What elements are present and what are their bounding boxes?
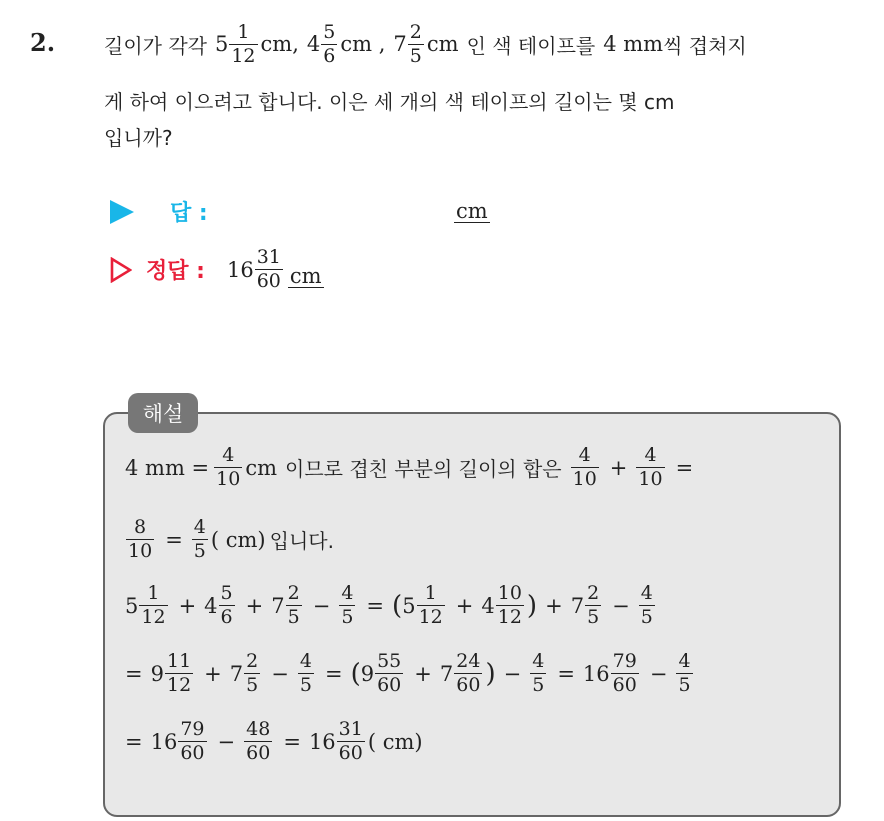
unit-cm-2: cm — [340, 32, 373, 56]
solution-badge: 해설 — [128, 393, 198, 433]
solution-line-1: 4 mm = $\frac{4}{10}$ cm 이므로 겹친 부분의 길이의 합은 $\frac{4}{10}$ + $\frac{4}{10}$ = — [125, 444, 694, 490]
problem-number: 2. — [30, 28, 56, 57]
solution-line-5: = 16 $\frac{79}{60}$ − $\frac{48}{60}$ = 16 $\frac{31}{60}$ ( cm) — [125, 718, 423, 764]
unit-cm-3: cm — [426, 32, 459, 56]
length-1: 5 $\frac{1}{12}$ — [214, 20, 256, 67]
solution-line-2: $\frac{8}{10}$ = $\frac{4}{5}$ ( cm) 입니다. — [128, 516, 334, 562]
length-3: 7 $\frac{2}{5}$ — [393, 20, 422, 67]
problem-text-2: 인 색 테이프를 — [466, 33, 596, 58]
length-2: 4 $\frac{5}{6}$ — [306, 20, 336, 67]
outline-triangle-icon — [110, 257, 132, 283]
answer-label: 답 : — [110, 196, 208, 227]
answer-unit-blank[interactable]: cm — [456, 199, 488, 223]
correct-label: 정답 : — [110, 254, 205, 285]
unit-cm-1: cm — [260, 32, 293, 56]
problem-line-3: 입니까? — [104, 126, 173, 150]
solution-line-3: 5 $\frac{1}{12}$ + 4 $\frac{5}{6}$ + 7 $\frac{2}{5}$ − $\frac{4}{5}$ = ( 5 $\frac{1}{12}$ + 4 $\frac{10}{12}$ ) + 7 $\frac{2}{5}$ − $\frac{4}{5}$ — [125, 582, 653, 628]
correct-value: 16 $\frac{31}{60}$ cm — [226, 246, 322, 292]
play-triangle-icon — [110, 200, 134, 224]
problem-line-1: 길이가 각각 5 $\frac{1}{12}$ cm , 4 $\frac{5}{6}$ cm , 7 $\frac{2}{5}$ cm 인 색 테이프를 4 mm 씩 겹쳐지 — [104, 20, 747, 67]
correct-answer — [110, 248, 324, 291]
problem-text-1: 길이가 각각 — [104, 33, 207, 58]
overlap-length: 4 mm — [603, 32, 664, 56]
problem-text-3: 씩 겹쳐지 — [663, 33, 747, 58]
problem-line-2: 게 하여 이으려고 합니다. 이은 세 개의 색 테이프의 길이는 몇 cm — [104, 90, 675, 114]
solution-line-4: = 9 $\frac{11}{12}$ + 7 $\frac{2}{5}$ − $\frac{4}{5}$ = ( 9 $\frac{55}{60}$ + 7 $\frac{24}{60}$ ) − $\frac{4}{5}$ = 16 $\frac{79}{60}$ − $\frac{4}{5}$ — [125, 650, 691, 696]
